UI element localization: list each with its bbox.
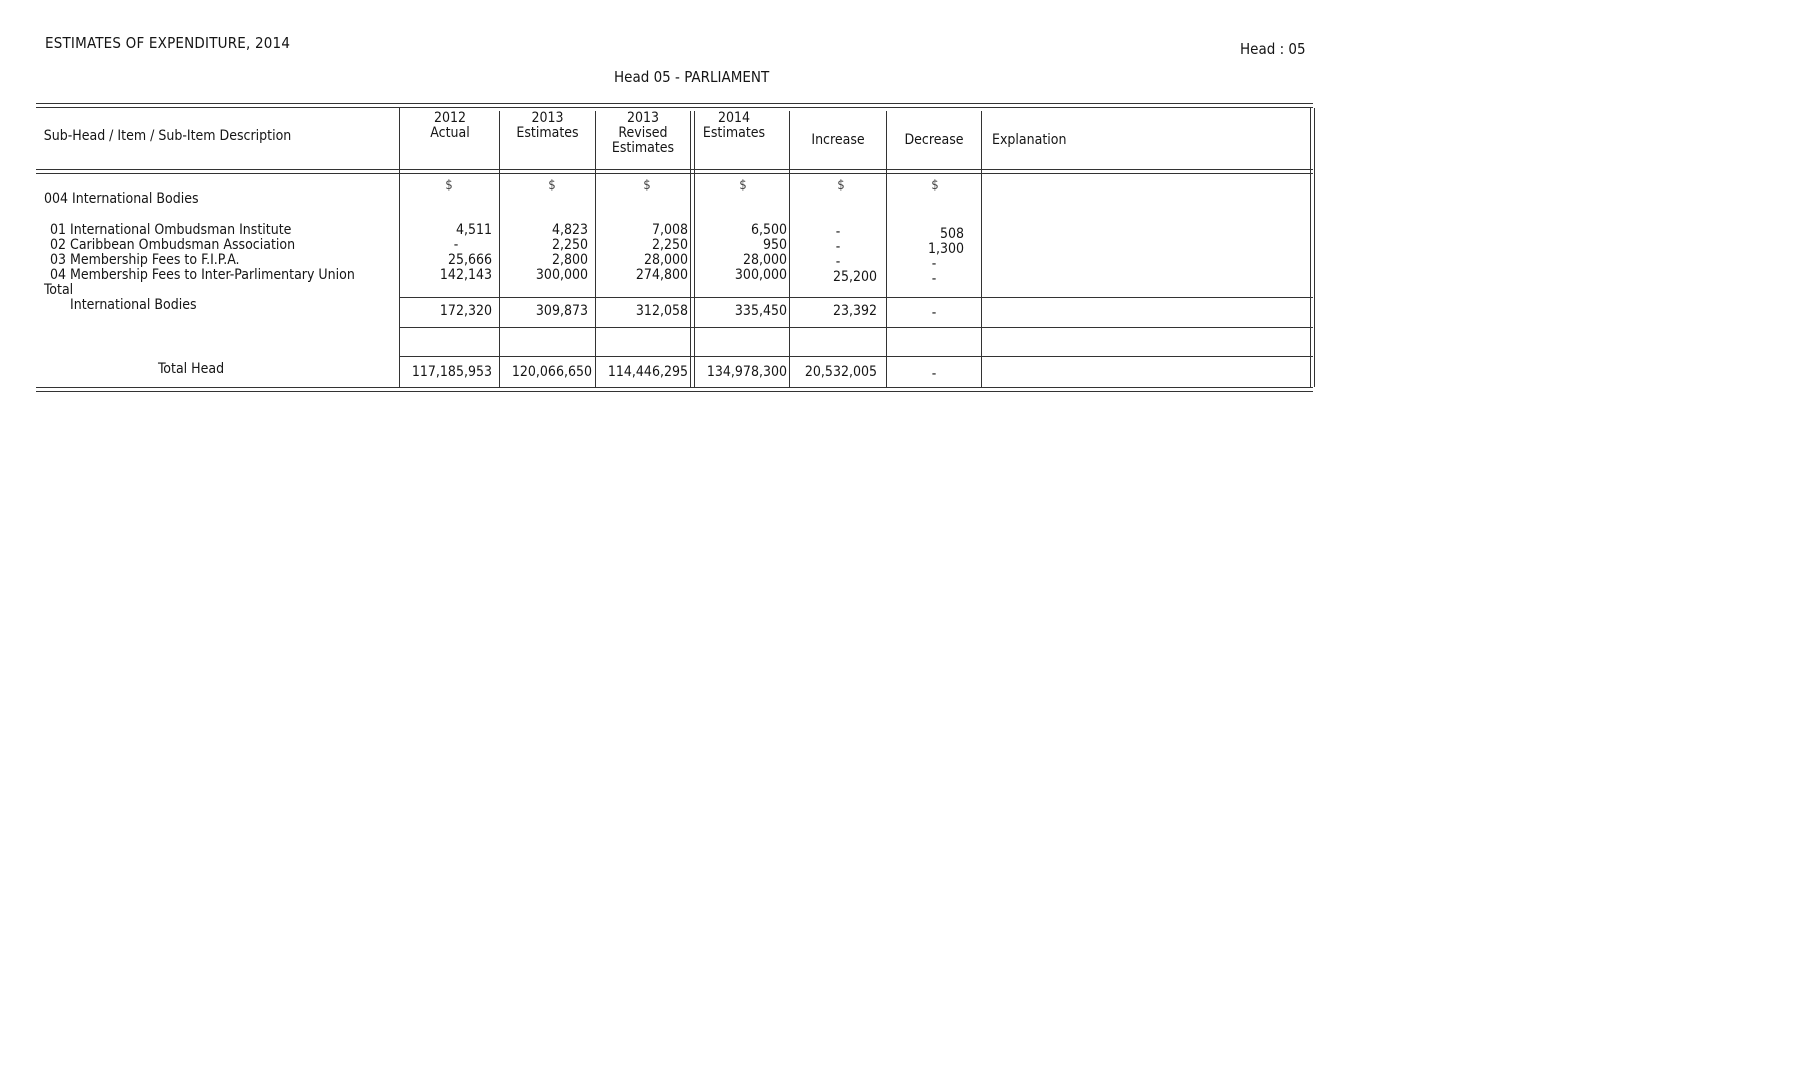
item-description: 04 Membership Fees to Inter-Parlimentary Union <box>50 267 355 283</box>
item-description: 02 Caribbean Ombudsman Association <box>50 237 296 253</box>
cell-est-2014: 300,000 <box>734 267 787 283</box>
document-title: ESTIMATES OF EXPENDITURE, 2014 <box>45 34 291 52</box>
column-divider <box>690 111 695 387</box>
currency-symbol: $ <box>445 178 453 193</box>
col-header-line: Actual <box>430 125 470 141</box>
cell-increase: - <box>835 224 841 240</box>
col-header-line: Estimates <box>702 125 766 141</box>
col-header-line: 2012 <box>433 110 467 126</box>
cell-rev-2013: 28,000 <box>643 252 688 268</box>
currency-symbol: $ <box>548 178 556 193</box>
cell-decrease: - <box>931 256 937 272</box>
cell-actual-2012: - <box>453 237 459 253</box>
subtotal-label: International Bodies <box>70 297 197 313</box>
item-description: 03 Membership Fees to F.I.P.A. <box>50 252 240 268</box>
cell-actual-2012: 4,511 <box>455 222 492 238</box>
cell-rev-2013: 2,250 <box>651 237 688 253</box>
head-title: Head 05 - PARLIAMENT <box>614 68 770 86</box>
col-header-2013-revised <box>596 111 690 156</box>
subtotal-actual-2012: 172,320 <box>439 303 492 319</box>
total-top-rule <box>399 356 1313 357</box>
total-est-2014: 134,978,300 <box>706 364 787 380</box>
cell-est-2013: 2,800 <box>551 252 588 268</box>
cell-est-2013: 2,250 <box>551 237 588 253</box>
subtotal-increase: 23,392 <box>832 303 877 319</box>
subtotal-top-rule <box>399 297 1313 298</box>
total-decrease: - <box>931 366 937 382</box>
subtotal-est-2013: 309,873 <box>535 303 588 319</box>
subtotal-label-top: Total <box>44 282 74 298</box>
cell-est-2014: 28,000 <box>742 252 787 268</box>
cell-rev-2013: 274,800 <box>635 267 688 283</box>
cell-decrease: 508 <box>939 226 964 242</box>
col-header-line: Revised <box>618 125 668 141</box>
head-number-label: Head : 05 <box>1240 40 1306 58</box>
subtotal-decrease: - <box>931 305 937 321</box>
item-description: 01 International Ombudsman Institute <box>50 222 292 238</box>
subtotal-est-2014: 335,450 <box>734 303 787 319</box>
cell-actual-2012: 142,143 <box>439 267 492 283</box>
cell-est-2014: 6,500 <box>750 222 787 238</box>
currency-symbol: $ <box>643 178 651 193</box>
col-header-2013-estimates <box>500 111 595 141</box>
total-increase: 20,532,005 <box>804 364 877 380</box>
currency-symbol: $ <box>739 178 747 193</box>
col-header-decrease: Decrease <box>904 132 964 148</box>
section-title: 004 International Bodies <box>44 191 199 207</box>
col-header-2014-estimates <box>694 111 774 141</box>
cell-decrease: 1,300 <box>927 241 964 257</box>
cell-rev-2013: 7,008 <box>651 222 688 238</box>
subtotal-rev-2013: 312,058 <box>635 303 688 319</box>
col-header-description: Sub-Head / Item / Sub-Item Description <box>43 128 292 144</box>
total-actual-2012: 117,185,953 <box>411 364 492 380</box>
cell-est-2014: 950 <box>762 237 787 253</box>
currency-symbol: $ <box>931 178 939 193</box>
col-header-line: 2013 <box>531 110 564 126</box>
table-bottom-rule <box>36 387 1313 392</box>
total-rev-2013: 114,446,295 <box>607 364 688 380</box>
cell-actual-2012: 25,666 <box>447 252 492 268</box>
total-head-label: Total Head <box>158 361 225 377</box>
cell-increase: - <box>835 239 841 255</box>
column-divider <box>399 108 400 387</box>
column-divider <box>1310 108 1315 387</box>
col-header-explanation: Explanation <box>992 132 1067 148</box>
col-header-increase: Increase <box>811 132 865 148</box>
col-header-line: Estimates <box>611 140 675 156</box>
cell-increase: 25,200 <box>832 269 877 285</box>
expenditure-table <box>36 103 1313 393</box>
cell-est-2013: 300,000 <box>535 267 588 283</box>
col-header-line: 2013 <box>626 110 660 126</box>
col-header-line: 2014 <box>717 110 751 126</box>
cell-increase: - <box>835 254 841 270</box>
column-divider <box>981 111 982 387</box>
cell-est-2013: 4,823 <box>551 222 588 238</box>
header-divider <box>36 169 1313 174</box>
table-top-rule <box>36 103 1313 108</box>
subtotal-bottom-rule <box>399 327 1313 328</box>
total-est-2013: 120,066,650 <box>511 364 592 380</box>
col-header-line: Estimates <box>516 125 579 141</box>
col-header-2012-actual <box>400 111 500 141</box>
currency-symbol: $ <box>837 178 845 193</box>
cell-decrease: - <box>931 271 937 287</box>
